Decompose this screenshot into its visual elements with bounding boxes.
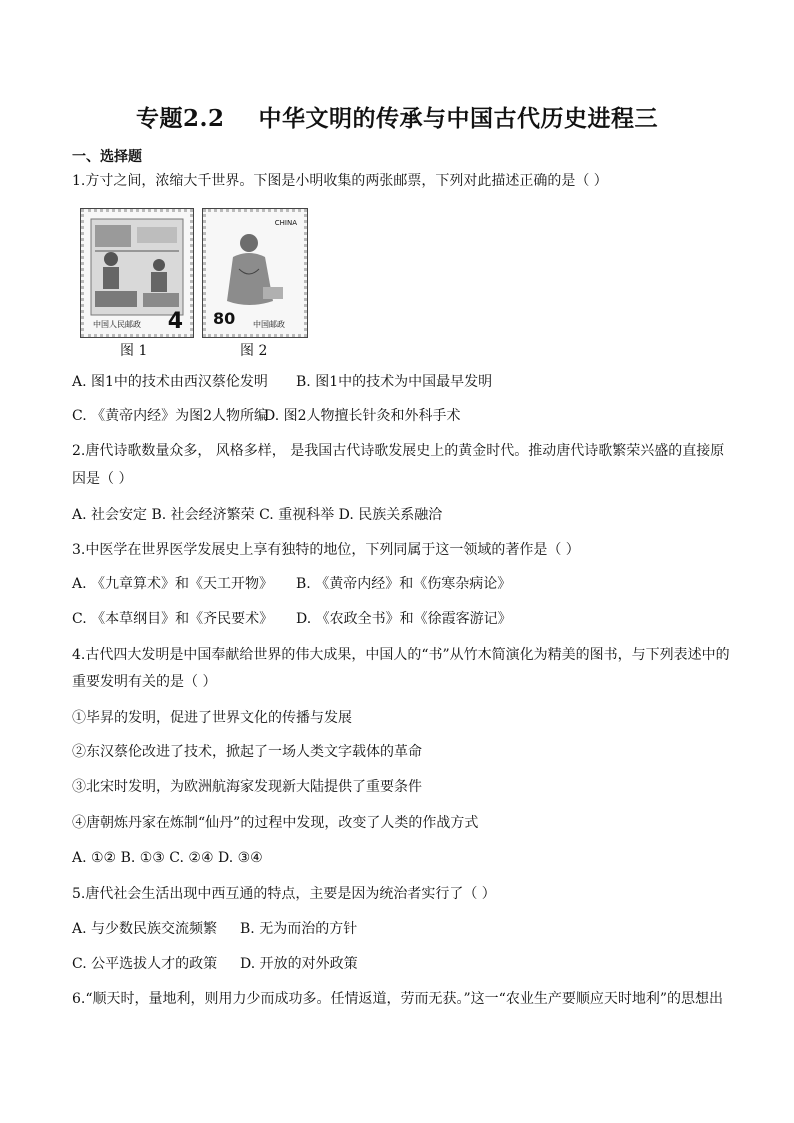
- question-6-stem: 6.“顺天时，量地利，则用力少而成功多。任情返道，劳而无获。”这一“农业生产要顺应天时地利”的思想出: [72, 991, 723, 1007]
- q5-option-c: C. 公平选拔人才的政策: [72, 956, 218, 972]
- section-heading: 一、选择题: [72, 149, 142, 165]
- q4-item-1: ①毕昇的发明，促进了世界文化的传播与发展: [72, 710, 352, 726]
- question-5-stem: 5.唐代社会生活出现中西互通的特点，主要是因为统治者实行了（ ）: [72, 886, 496, 902]
- question-3-stem: 3.中医学在世界医学发展史上享有独特的地位，下列同属于这一领域的著作是（ ）: [72, 542, 580, 558]
- stamp-2-issuer: 中国邮政: [253, 320, 285, 329]
- stamp-figure-1: [80, 208, 194, 338]
- page-title: 专题2.2 中华文明的传承与中国古代历史进程三: [135, 105, 659, 132]
- stamp-1-issuer: 中国人民邮政: [93, 320, 141, 329]
- question-2-stem-line1: 2.唐代诗歌数量众多， 风格多样， 是我国古代诗歌发展史上的黄金时代。推动唐代诗歌繁荣兴盛的直接原: [72, 443, 725, 459]
- figure-2-caption: 图 2: [240, 343, 268, 359]
- q2-options: A. 社会安定 B. 社会经济繁荣 C. 重视科举 D. 民族关系融洽: [72, 507, 443, 523]
- question-4-stem-line1: 4.古代四大发明是中国奉献给世界的伟大成果，中国人的“书”从竹木简演化为精美的图书，与下列表述中的: [72, 647, 730, 663]
- q1-option-d: D. 图2人物擅长针灸和外科手术: [264, 408, 461, 424]
- q3-option-a: A. 《九章算术》和《天工开物》: [72, 576, 274, 592]
- q4-options: A. ①② B. ①③ C. ②④ D. ③④: [72, 850, 263, 866]
- q4-item-2: ②东汉蔡伦改进了技术，掀起了一场人类文字载体的革命: [72, 744, 422, 760]
- q5-option-a: A. 与少数民族交流频繁: [72, 921, 218, 937]
- q5-option-b: B. 无为而治的方针: [240, 921, 358, 937]
- stamp-1-value: 4: [167, 309, 183, 334]
- q3-option-d: D. 《农政全书》和《徐霞客游记》: [296, 611, 512, 627]
- q1-option-a: A. 图1中的技术由西汉蔡伦发明: [72, 374, 268, 390]
- q3-option-b: B. 《黄帝内经》和《伤寒杂病论》: [296, 576, 512, 592]
- stamp-figure-2: [202, 208, 308, 338]
- q5-option-d: D. 开放的对外政策: [240, 956, 358, 972]
- q4-item-4: ④唐朝炼丹家在炼制“仙丹”的过程中发现，改变了人类的作战方式: [72, 815, 479, 831]
- q4-item-3: ③北宋时发明，为欧洲航海家发现新大陆提供了重要条件: [72, 779, 422, 795]
- q1-option-b: B. 图1中的技术为中国最早发明: [296, 374, 493, 390]
- figure-1-caption: 图 1: [120, 343, 148, 359]
- q1-option-c: C. 《黄帝内经》为图2人物所编: [72, 408, 269, 424]
- stamp-2-country: CHINA: [274, 219, 297, 227]
- q3-option-c: C. 《本草纲目》和《齐民要术》: [72, 611, 274, 627]
- question-4-stem-line2: 重要发明有关的是（ ）: [72, 674, 217, 690]
- question-2-stem-line2: 因是（ ）: [72, 471, 133, 487]
- question-1-stem: 1.方寸之间，浓缩大千世界。下图是小明收集的两张邮票，下列对此描述正确的是（ ）: [72, 173, 608, 189]
- stamp-2-value: 80: [213, 309, 236, 328]
